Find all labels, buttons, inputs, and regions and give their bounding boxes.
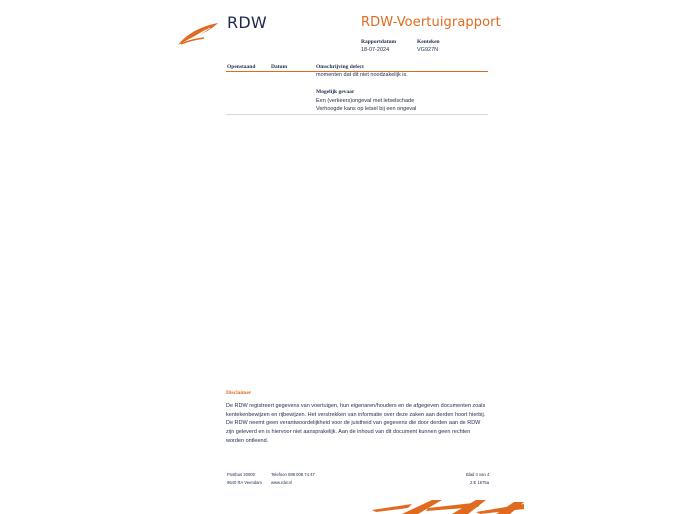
report-date-label: Rapportdatum bbox=[361, 39, 397, 45]
defect-description-continued: momenten dat dit niet noodzakelijk is. bbox=[316, 72, 408, 78]
footer-web-link[interactable]: www.rdw.nl bbox=[271, 480, 292, 485]
footer-phone: Telefoon 088 008 74 47 bbox=[271, 472, 315, 477]
report-date-value: 18-07-2024 bbox=[361, 47, 390, 53]
brand-name: RDW bbox=[227, 13, 267, 32]
footer-city: 9640 RA Veendam bbox=[227, 480, 262, 485]
report-title: RDW-Voertuigrapport bbox=[361, 15, 501, 30]
col-header-description: Omschrijving defect bbox=[316, 64, 364, 70]
risk-line-1: Een (verkeers)ongeval met letselschade bbox=[316, 98, 415, 104]
col-header-date: Datum bbox=[271, 64, 288, 70]
footer-page-number: Blad 4 van 4 bbox=[466, 472, 490, 477]
disclaimer-text: De RDW registreert gegevens van voertuigen, hun eigenaren/houders en de afgegeven documenten zoals kentekenbewijzen en rijbewijzen. Het verstrekken van informatie over deze zaken aan derden hoort hierbij. De RDW neemt geen verantwoordelijkheid voor de juistheid van gegevens die door derden aan de RDW zijn geleverd en is hiervoor niet aansprakelijk. Aan de inhoud van dit document kunnen geen rechten worden ontleend. bbox=[226, 403, 486, 444]
table-row-divider bbox=[226, 114, 488, 115]
rdw-logo-icon bbox=[176, 21, 220, 47]
disclaimer-title: Disclaimer bbox=[226, 390, 252, 396]
decorative-stripes-icon bbox=[372, 498, 524, 514]
footer-code: 2 E 1675a bbox=[470, 480, 490, 485]
plate-label: Kenteken bbox=[417, 39, 440, 45]
footer-postbus: Postbus 30000 bbox=[227, 472, 255, 477]
risk-line-2: Verhoogde kans op letsel bij een ongeval bbox=[316, 106, 417, 112]
risk-heading: Mogelijk gevaar bbox=[316, 89, 355, 95]
plate-value: VG927N bbox=[417, 47, 439, 53]
col-header-open: Openstaand bbox=[227, 64, 256, 70]
